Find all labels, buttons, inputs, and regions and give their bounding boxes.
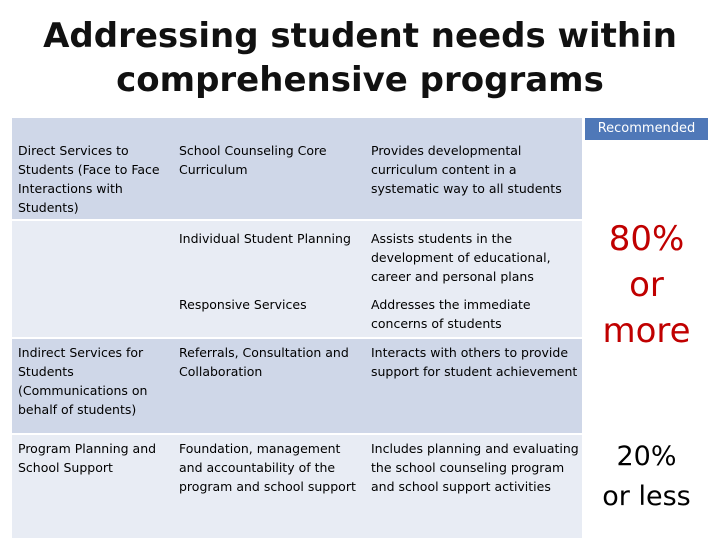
recommended-20-qualifier: or less bbox=[602, 481, 691, 512]
row-divider bbox=[12, 219, 582, 221]
description-core-curriculum: Provides developmental curriculum content in a systematic way to all students bbox=[371, 143, 562, 196]
recommended-header-label: Recommended bbox=[597, 121, 696, 136]
component-core-curriculum: School Counseling Core Curriculum bbox=[179, 143, 327, 177]
category-indirect-services: Indirect Services for Students (Communications on behalf of students) bbox=[18, 345, 148, 417]
category-direct-services: Direct Services to Students (Face to Face Interactions with Students) bbox=[18, 143, 160, 215]
page-title: Addressing student needs within comprehensive programs bbox=[43, 16, 677, 100]
description-responsive-services: Addresses the immediate concerns of students bbox=[371, 297, 531, 331]
component-responsive-services: Responsive Services bbox=[179, 297, 307, 312]
recommended-80-percent bbox=[585, 216, 708, 354]
description-referrals: Interacts with others to provide support for student achievement bbox=[371, 345, 578, 379]
recommended-80-qualifier: or more bbox=[602, 265, 691, 351]
recommended-20-percent bbox=[585, 437, 708, 517]
recommended-20-value: 20% bbox=[616, 441, 677, 472]
description-individual-planning: Assists students in the development of educational, career and personal plans bbox=[371, 231, 551, 284]
description-planning-evaluating: Includes planning and evaluating the school counseling program and school support activities bbox=[371, 441, 579, 494]
row-divider bbox=[12, 337, 582, 339]
recommended-80-value: 80% bbox=[608, 219, 685, 259]
component-individual-planning: Individual Student Planning bbox=[179, 231, 351, 246]
component-foundation: Foundation, management and accountability of the program and school support bbox=[179, 441, 356, 494]
services-table bbox=[12, 118, 708, 538]
component-referrals: Referrals, Consultation and Collaboration bbox=[179, 345, 349, 379]
category-program-planning: Program Planning and School Support bbox=[18, 441, 157, 475]
row-divider bbox=[12, 433, 582, 435]
